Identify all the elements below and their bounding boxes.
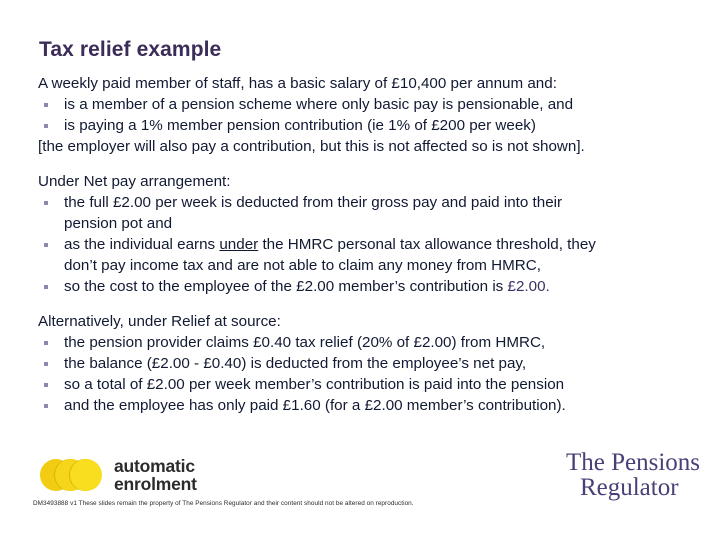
relief-at-source-lead-text: Alternatively, under Relief at source: [38, 313, 281, 330]
net-pay-bullet-list [38, 192, 702, 297]
list-item [38, 115, 702, 136]
list-item [38, 234, 702, 276]
list-item [38, 374, 702, 395]
automatic-enrolment-line-2: enrolment [114, 474, 197, 494]
the-pensions-regulator-logo [566, 450, 700, 500]
list-item-text-line-2: don’t pay income tax and are not able to claim any money from HMRC, [64, 257, 541, 274]
highlighted-amount: £2.00. [507, 278, 550, 295]
content-block-relief-at-source [38, 311, 702, 416]
list-item-text: so a total of £2.00 per week member’s contribution is paid into the pension [64, 376, 565, 393]
list-item [38, 192, 702, 234]
footnote-text: DM3493888 v1 These slides remain the property of The Pensions Regulator and their content should not be altered on reproduction. [33, 500, 414, 507]
list-item-text: and the employee has only paid £1.60 (for a £2.00 member’s contribution). [64, 397, 566, 414]
net-pay-lead-text: Under Net pay arrangement: [38, 173, 231, 190]
the-pensions-regulator-line-1: The Pensions [565, 449, 700, 476]
intro-lead-text: A weekly paid member of staff, has a basic salary of £10,400 per annum and: [38, 75, 557, 92]
disc-icon-3 [70, 459, 102, 491]
list-item-text: the balance (£2.00 - £0.40) is deducted from the employee’s net pay, [64, 355, 527, 372]
list-item [38, 353, 702, 374]
automatic-enrolment-wordmark [114, 457, 197, 493]
intro-tail-text: [the employer will also pay a contribution, but this is not affected so is not shown]. [38, 138, 585, 155]
content-block-intro [38, 73, 702, 157]
content-block-net-pay [38, 171, 702, 297]
page-title: Tax relief example [39, 38, 222, 61]
text-fragment-before-underline: as the individual earns [64, 236, 220, 253]
list-item [38, 395, 702, 416]
list-item-text-line-2: pension pot and [64, 215, 173, 232]
relief-at-source-bullet-list [38, 332, 702, 416]
text-fragment: so the cost to the employee of the £2.00 member’s contribution is [64, 278, 508, 295]
list-item [38, 332, 702, 353]
list-item [38, 276, 702, 297]
list-item-text-line-1 [64, 276, 702, 297]
list-item-text-line-1: the full £2.00 per week is deducted from their gross pay and paid into their [64, 194, 563, 211]
the-pensions-regulator-line-2: Regulator [579, 474, 679, 501]
text-fragment-after-underline: the HMRC personal tax allowance threshold, they [258, 236, 596, 253]
intro-bullet-list [38, 94, 702, 136]
slide-body [38, 73, 702, 416]
three-discs-icon [40, 458, 104, 492]
automatic-enrolment-line-1: automatic [114, 456, 195, 476]
automatic-enrolment-logo [40, 455, 197, 495]
list-item-text: is paying a 1% member pension contribution (ie 1% of £200 per week) [64, 117, 536, 134]
underlined-emphasis-text: under [219, 236, 259, 253]
list-item-text: is a member of a pension scheme where only basic pay is pensionable, and [64, 96, 574, 113]
list-item [38, 94, 702, 115]
list-item-text: the pension provider claims £0.40 tax relief (20% of £2.00) from HMRC, [64, 334, 546, 351]
list-item-text-line-1 [64, 234, 702, 255]
